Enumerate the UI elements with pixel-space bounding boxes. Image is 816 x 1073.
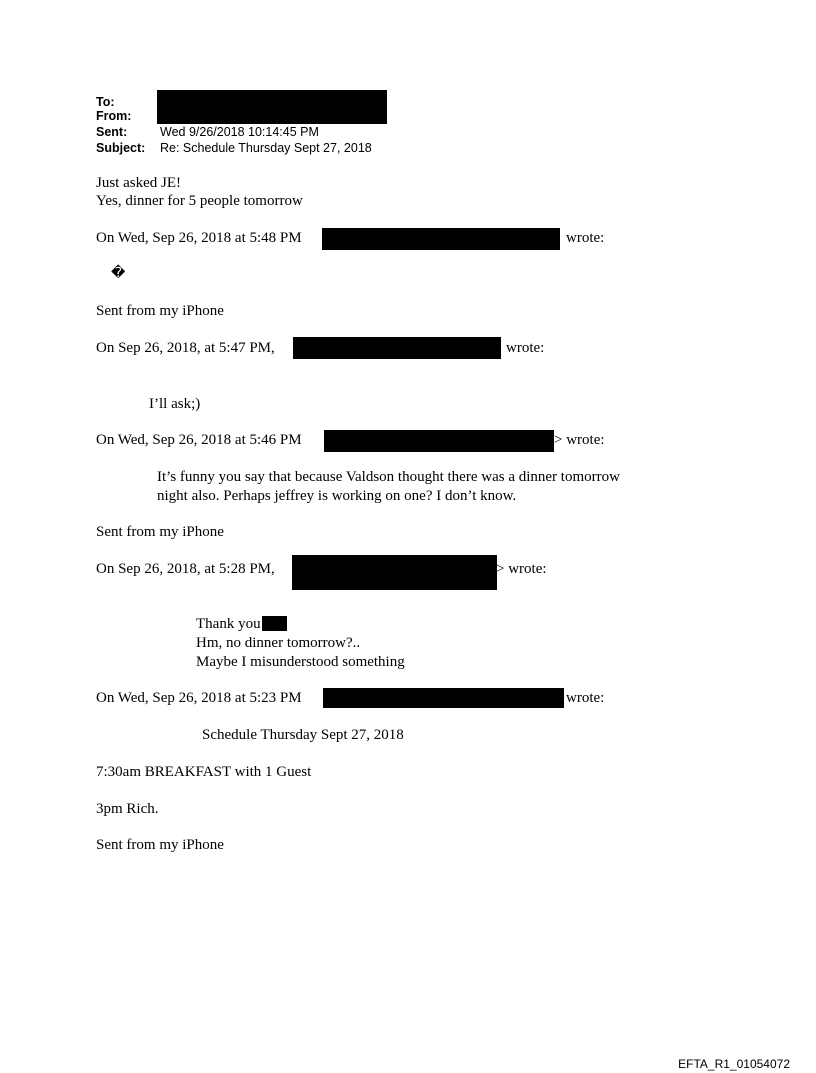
misunderstood-line: Maybe I misunderstood something	[196, 654, 405, 670]
sent-from-iphone-3: Sent from my iPhone	[96, 837, 224, 853]
redaction-sender-1	[322, 228, 560, 250]
redaction-sender-5	[323, 688, 564, 708]
breakfast-line: 7:30am BREAKFAST with 1 Guest	[96, 764, 312, 780]
ill-ask-line: I’ll ask;)	[149, 396, 201, 412]
subject-value: Re: Schedule Thursday Sept 27, 2018	[160, 141, 372, 155]
replacement-glyph: �	[111, 265, 126, 281]
sent-from-iphone-1: Sent from my iPhone	[96, 303, 224, 319]
quote-1-suffix: wrote:	[566, 230, 605, 246]
body-line-1: Just asked JE!	[96, 175, 181, 191]
sent-value: Wed 9/26/2018 10:14:45 PM	[160, 125, 319, 139]
quote-3-suffix: > wrote:	[554, 432, 605, 448]
redaction-name	[262, 616, 287, 631]
quote-5-suffix: wrote:	[566, 690, 605, 706]
rich-line: 3pm Rich.	[96, 801, 159, 817]
email-header	[0, 0, 816, 160]
subject-label: Subject:	[96, 141, 146, 155]
from-label: From:	[96, 109, 132, 123]
funny-line-1: It’s funny you say that because Valdson thought there was a dinner tomorrow	[157, 469, 620, 485]
quote-4-intro: On Sep 26, 2018, at 5:28 PM,	[96, 561, 275, 577]
thank-you-line: Thank you	[196, 616, 261, 632]
redaction-sender-2	[293, 337, 501, 359]
to-label: To:	[96, 95, 115, 109]
quote-2-intro: On Sep 26, 2018, at 5:47 PM,	[96, 340, 275, 356]
quote-2-suffix: wrote:	[506, 340, 545, 356]
funny-line-2: night also. Perhaps jeffrey is working on one? I don’t know.	[157, 488, 517, 504]
no-dinner-line: Hm, no dinner tomorrow?..	[196, 635, 361, 651]
body-line-2: Yes, dinner for 5 people tomorrow	[96, 193, 303, 209]
redaction-sender-4	[292, 555, 497, 590]
redaction-header	[157, 90, 387, 124]
sent-from-iphone-2: Sent from my iPhone	[96, 524, 224, 540]
schedule-title: Schedule Thursday Sept 27, 2018	[202, 727, 404, 743]
quote-4-suffix: > wrote:	[496, 561, 547, 577]
quote-3-intro: On Wed, Sep 26, 2018 at 5:46 PM	[96, 432, 302, 448]
redaction-sender-3	[324, 430, 554, 452]
sent-label: Sent:	[96, 125, 128, 139]
quote-1-intro: On Wed, Sep 26, 2018 at 5:48 PM	[96, 230, 302, 246]
quote-5-intro: On Wed, Sep 26, 2018 at 5:23 PM	[96, 690, 302, 706]
document-id: EFTA_R1_01054072	[678, 1057, 790, 1071]
